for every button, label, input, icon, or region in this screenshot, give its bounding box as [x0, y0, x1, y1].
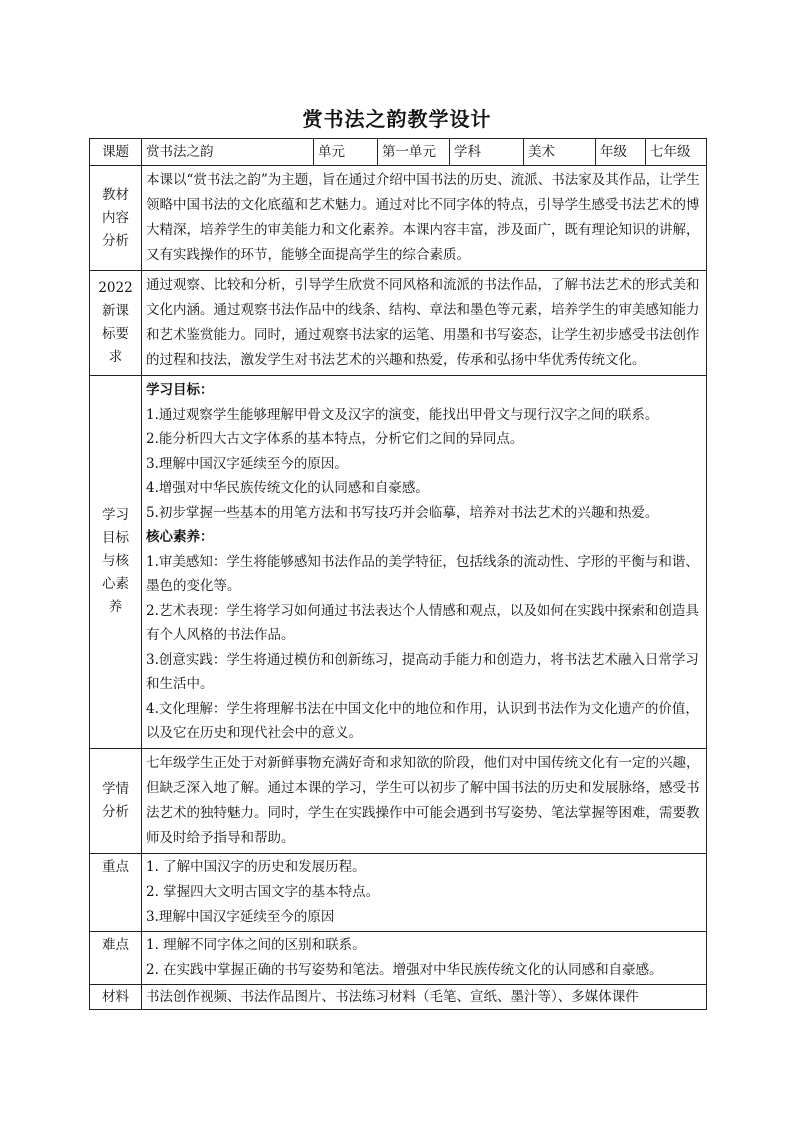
key-points-row [90, 853, 707, 931]
analysis-text: 本课以“赏书法之韵”为主题，旨在通过介绍中国书法的历史、流派、书法家及其作品，让学生领略中国书法的文化底蕴和艺术魅力。通过对比不同字体的特点，引导学生感受书法艺术的博大精深，培养学生的审美能力和文化素养。本课内容丰富，涉及面广，既有理论知识的讲解，又有实践操作的环节，能够全面提高学生的综合素质。 [142, 166, 707, 271]
goal-item: 4.增强对中华民族传统文化的认同感和自豪感。 [146, 480, 429, 496]
key-points-content [142, 853, 707, 931]
subject-value: 美术 [524, 139, 596, 166]
key-point-item: 2. 掌握四大文明古国文字的基本特点。 [146, 883, 380, 900]
difficulty-item: 2. 在实践中掌握正确的书写姿势和笔法。增强对中华民族传统文化的认同感和自豪感。 [146, 961, 663, 978]
materials-label: 材料 [90, 984, 142, 1009]
standard-row [90, 271, 707, 376]
goal-item: 3.理解中国汉字延续至今的原因。 [146, 455, 348, 472]
materials-text: 书法创作视频、书法作品图片、书法练习材料（毛笔、宣纸、墨汁等）、多媒体课件 [142, 984, 707, 1009]
core-item: 1.审美感知：学生将能够感知书法作品的美学特征，包括线条的流动性、字形的平衡与和谐、墨色的变化等。 [146, 553, 699, 594]
difficulties-content [142, 931, 707, 984]
document-title: 赏书法之韵教学设计 [302, 107, 492, 131]
standard-label: 2022 新课 标要 求 [90, 271, 142, 376]
objectives-label: 学习 目标 与核 心素 养 [90, 376, 142, 749]
core-heading: 核心素养： [146, 529, 214, 545]
learners-label: 学情 分析 [90, 748, 142, 853]
grade-value: 七年级 [646, 139, 707, 166]
learners-text: 七年级学生正处于对新鲜事物充满好奇和求知欲的阶段，他们对中国传统文化有一定的兴趣，但缺乏深入地了解。通过本课的学习，学生可以初步了解中国书法的历史和发展脉络，感受书法艺术的独特魅力。同时，学生在实践操作中可能会遇到书写姿势、笔法掌握等困难，需要教师及时给予指导和帮助。 [142, 748, 707, 853]
goal-item: 5.初步掌握一些基本的用笔方法和书写技巧并会临摹，培养对书法艺术的兴趣和热爱。 [146, 504, 659, 521]
analysis-label: 教材 内容 分析 [90, 166, 142, 271]
key-point-item: 1. 了解中国汉字的历史和发展历程。 [146, 858, 366, 875]
core-item: 3.创意实践：学生将通过模仿和创新练习，提高动手能力和创造力，将书法艺术融入日常学习和生活中。 [146, 651, 699, 692]
key-point-item: 3.理解中国汉字延续至今的原因 [146, 908, 335, 925]
standard-text: 通过观察、比较和分析，引导学生欣赏不同风格和流派的书法作品，了解书法艺术的形式美和文化内涵。通过观察书法作品中的线条、结构、章法和墨色等元素，培养学生的审美感知能力和艺术鉴赏能力。同时，通过观察书法家的运笔、用墨和书写姿态，让学生初步感受书法创作的过程和技法，激发学生对书法艺术的兴趣和热爱，传承和弘扬中华优秀传统文化。 [142, 271, 707, 376]
core-item: 4.文化理解：学生将理解书法在中国文化中的地位和作用，认识到书法作为文化遗产的价值，以及它在历史和现代社会中的意义。 [146, 700, 699, 741]
grade-label: 年级 [596, 139, 646, 166]
subject-label: 学科 [450, 139, 524, 166]
difficulties-row [90, 931, 707, 984]
difficulty-item: 1. 理解不同字体之间的区别和联系。 [146, 936, 366, 953]
analysis-row [90, 166, 707, 271]
unit-value: 第一单元 [378, 139, 450, 166]
objectives-content [142, 376, 707, 749]
difficulties-label: 难点 [90, 931, 142, 984]
goal-item: 2.能分析四大古文字体系的基本特点，分析它们之间的异同点。 [146, 431, 524, 447]
goals-heading: 学习目标： [146, 382, 214, 398]
key-points-label: 重点 [90, 853, 142, 931]
learners-row [90, 748, 707, 853]
goal-item: 1.通过观察学生能够理解甲骨文及汉字的演变，能找出甲骨文与现行汉字之间的联系。 [146, 406, 659, 423]
topic-label: 课题 [90, 139, 142, 166]
materials-row [90, 984, 707, 1009]
topic-value: 赏书法之韵 [142, 139, 314, 166]
core-item: 2.艺术表现：学生将学习如何通过书法表达个人情感和观点，以及如何在实践中探索和创造具有个人风格的书法作品。 [146, 602, 699, 643]
unit-label: 单元 [314, 139, 378, 166]
objectives-row [90, 376, 707, 749]
lesson-plan-table [89, 138, 707, 1010]
header-row [90, 139, 707, 166]
